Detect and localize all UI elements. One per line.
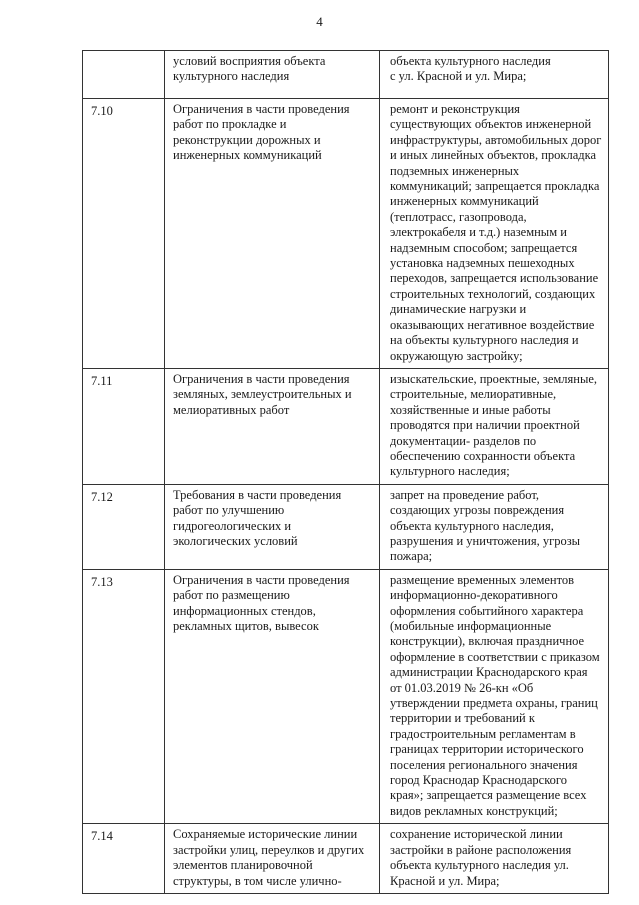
row-subject: Ограничения в части проведения работ по прокладке и реконструкции дорожных и инженерных коммуникаций	[173, 102, 350, 163]
subject-cell	[165, 51, 380, 99]
subject-cell	[165, 569, 380, 824]
content-cell	[380, 569, 609, 824]
row-number-cell	[83, 569, 165, 824]
page-number: 4	[316, 14, 323, 29]
table-row	[83, 99, 609, 369]
row-content: объекта культурного наследия с ул. Красной и ул. Мира;	[390, 54, 551, 84]
row-subject: Ограничения в части проведения работ по размещению информационных стендов, рекламных щитов, вывесок	[173, 572, 350, 633]
table-row	[83, 484, 609, 569]
subject-cell	[165, 368, 380, 484]
row-content: размещение временных элементов информационно-декоративного оформления событийного характера (мобильные информационные конструкции), включая праздничное оформление в соответствии с приказом администрации Краснодарского края от 01.03.2019 № 26-кн «Об утверждении предмета охраны, границ территории и требований к градостроительным регламентам в границах территории исторического поселения регионального значения город Краснодар Краснодарского края»; запрещается размещение всех видов рекламных конструкций;	[390, 572, 600, 818]
row-number-cell	[83, 368, 165, 484]
table-row	[83, 51, 609, 99]
content-cell	[380, 99, 609, 369]
row-number-cell	[83, 99, 165, 369]
table-row	[83, 569, 609, 824]
row-number: 7.13	[91, 574, 113, 589]
subject-cell	[165, 824, 380, 894]
row-number: 7.14	[91, 829, 113, 844]
regulations-table	[82, 50, 609, 894]
row-number: 7.12	[91, 489, 113, 504]
row-content: сохранение исторической линии застройки в районе расположения объекта культурного наследия ул. Красной и ул. Мира;	[390, 827, 572, 888]
table-row	[83, 368, 609, 484]
subject-cell	[165, 484, 380, 569]
row-subject: Сохраняемые исторические линии застройки улиц, переулков и других элементов планировочной структуры, в том числе улично-	[173, 827, 365, 888]
row-subject: условий восприятия объекта культурного наследия	[173, 54, 326, 84]
row-content: изыскательские, проектные, земляные, строительные, мелиоративные, хозяйственные и иные работы проводятся при наличии проектной документации- разделов по обеспечению сохранности объекта культурного наследия;	[390, 371, 598, 479]
row-number-cell	[83, 484, 165, 569]
content-cell	[380, 368, 609, 484]
row-number: 7.11	[91, 373, 113, 388]
row-subject: Требования в части проведения работ по улучшению гидрогеологических и экологических условий	[173, 487, 342, 548]
row-content: ремонт и реконструкция существующих объектов инженерной инфраструктуры, автомобильных дорог и иных линейных объектов, прокладка подземных инженерных коммуникаций; запрещается прокладка инженерных коммуникаций (теплотрасс, газопровода, электрокабеля и т.д.) наземным и надземным способом; запрещается установка надземных пешеходных переходов, запрещается использование строительных технологий, создающих динамические нагрузки и оказывающих негативное воздействие на объекты культурного наследия и окружающую застройку;	[390, 102, 602, 363]
row-number-cell	[83, 824, 165, 894]
row-content: запрет на проведение работ, создающих угрозы повреждения объекта культурного наследия, разрушения и уничтожения, угрозы пожара;	[390, 487, 581, 564]
row-number-cell	[83, 51, 165, 99]
row-number: 7.10	[91, 104, 113, 118]
content-cell	[380, 484, 609, 569]
table-row	[83, 824, 609, 894]
row-subject: Ограничения в части проведения земляных, землеустроительных и мелиоративных работ	[173, 371, 352, 417]
content-cell	[380, 824, 609, 894]
row-number	[83, 51, 164, 56]
subject-cell	[165, 99, 380, 369]
content-cell	[380, 51, 609, 99]
